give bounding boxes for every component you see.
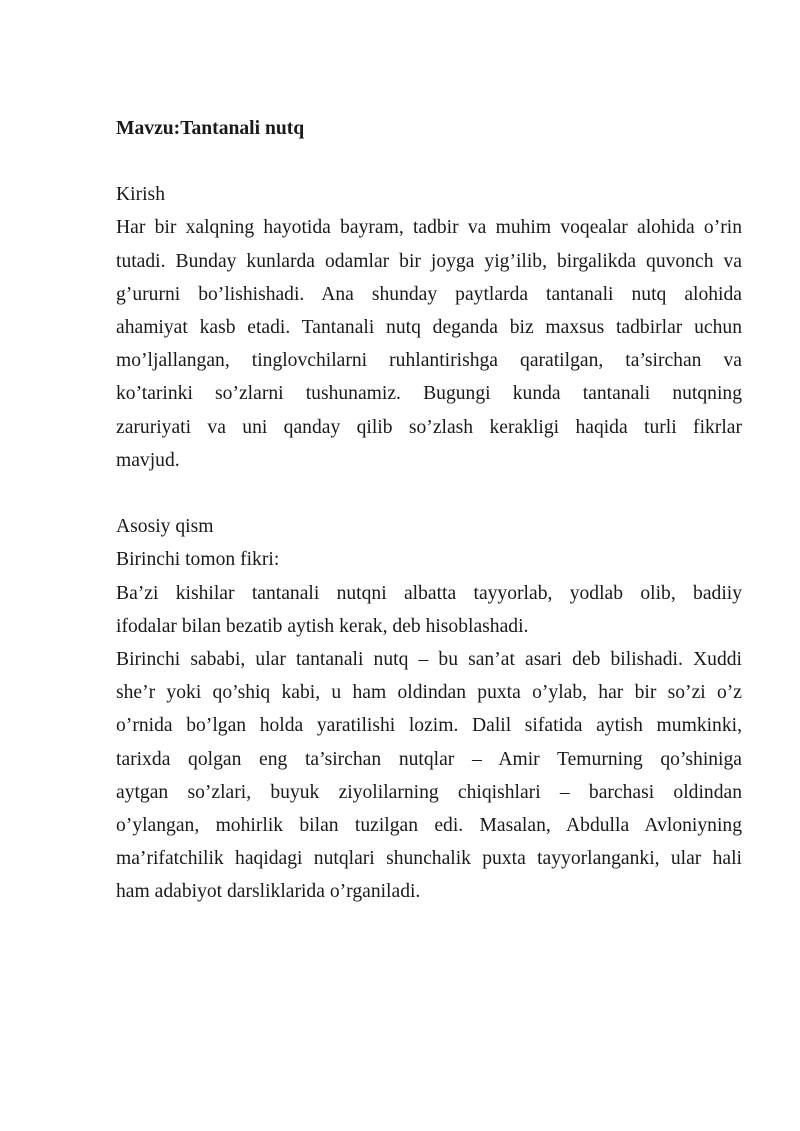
text-line: Har bir xalqning hayotida bayram, tadbir va muhim voqealar alohida o’rin: [116, 217, 742, 239]
text-line: zaruriyati va uni qanday qilib so’zlash kerakligi haqida turli fikrlar: [116, 416, 742, 438]
text-line: mavjud.: [116, 449, 180, 471]
reason-paragraph: [116, 643, 742, 909]
intro-paragraph: [116, 211, 742, 477]
text-line: ifodalar bilan bezatib aytish kerak, deb hisoblashadi.: [116, 615, 529, 637]
text-line: aytgan so’zlari, buyuk ziyolilarning chiqishlari – barchasi oldindan: [116, 781, 742, 803]
text-line: ham adabiyot darsliklarida o’rganiladi.: [116, 881, 421, 903]
subsection-heading: Birinchi tomon fikri:: [116, 549, 280, 571]
text-line: g’ururni bo’lishishadi. Ana shunday paytlarda tantanali nutq alohida: [116, 283, 742, 305]
text-line: Birinchi sababi, ular tantanali nutq – bu san’at asari deb bilishadi. Xuddi: [116, 649, 742, 671]
document-title: Mavzu:Tantanali nutq: [116, 118, 305, 139]
section-heading-main: Asosiy qism: [116, 516, 214, 538]
text-line: Ba’zi kishilar tantanali nutqni albatta tayyorlab, yodlab olib, badiiy: [116, 582, 742, 604]
text-line: tarixda qolgan eng ta’sirchan nutqlar – Amir Temurning qo’shiniga: [116, 748, 742, 770]
spacer: [116, 477, 742, 510]
text-line: ahamiyat kasb etadi. Tantanali nutq deganda biz maxsus tadbirlar uchun: [116, 317, 742, 338]
text-line: o’ylangan, mohirlik bilan tuzilgan edi. Masalan, Abdulla Avloniyning: [116, 815, 742, 837]
text-line: ko’tarinki so’zlarni tushunamiz. Bugungi kunda tantanali nutqning: [116, 383, 742, 405]
document-page: [116, 112, 742, 909]
first-view-paragraph: [116, 577, 742, 643]
spacer: [116, 145, 742, 178]
text-line: ma’rifatchilik haqidagi nutqlari shunchalik puxta tayyorlanganki, ular hali: [116, 848, 742, 870]
text-line: tutadi. Bunday kunlarda odamlar bir joyga yig’ilib, birgalikda quvonch va: [116, 250, 742, 272]
text-line: o’rnida bo’lgan holda yaratilishi lozim. Dalil sifatida aytish mumkinki,: [116, 715, 742, 737]
section-heading-intro: Kirish: [116, 184, 165, 206]
text-line: she’r yoki qo’shiq kabi, u ham oldindan puxta o’ylab, har bir so’zi o’z: [116, 682, 742, 704]
text-line: mo’ljallangan, tinglovchilarni ruhlantirishga qaratilgan, ta’sirchan va: [116, 350, 742, 372]
